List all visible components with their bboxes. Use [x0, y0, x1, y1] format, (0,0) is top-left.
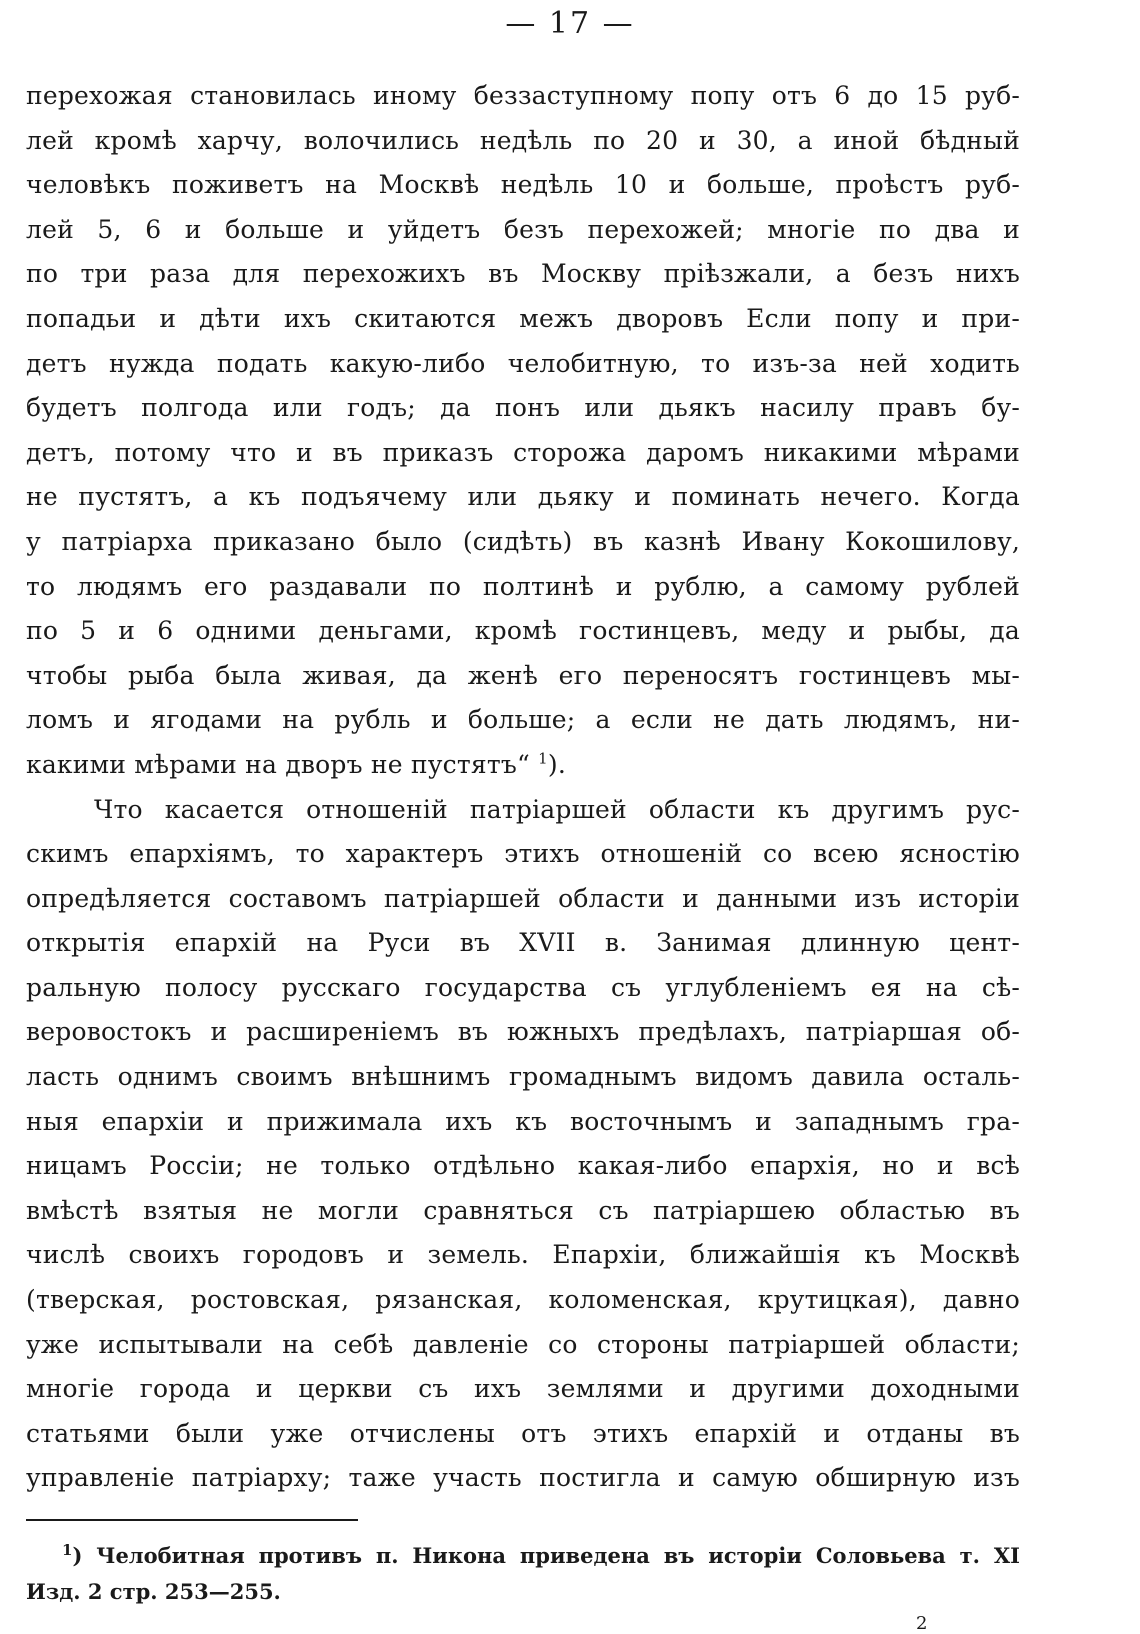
text-line: не пустятъ, а къ подъячему или дьяку и поминать нечего. Когда [26, 482, 1020, 512]
text-line: будетъ полгода или годъ; да понъ или дьякъ насилу правъ бу- [26, 393, 1020, 423]
page-number: — 17 — [505, 6, 635, 41]
footnote-reference[interactable]: 1 [538, 749, 548, 768]
text-line: по 5 и 6 одними деньгами, кромѣ гостинцевъ, меду и рыбы, да [26, 616, 1020, 646]
footnote-marker: 1 [62, 1541, 73, 1559]
text-line: детъ нужда подать какую-либо челобитную, то изъ-за ней ходить [26, 348, 1020, 378]
main-text [26, 74, 1020, 1501]
text-line: опредѣляется составомъ патріаршей области и данными изъ исторіи [26, 883, 1020, 913]
text-line-last [26, 743, 1020, 788]
footnote-divider [26, 1519, 358, 1521]
text-line: у патріарха приказано было (сидѣть) въ казнѣ Ивану Кокошилову, [26, 526, 1020, 556]
text-line: лей кромѣ харчу, волочились недѣль по 20 и 30, а иной бѣдный [26, 125, 1020, 155]
text-line: скимъ епархіямъ, то характеръ этихъ отношеній со всею ясностію [26, 839, 1020, 869]
footnote-text: ) Челобитная противъ п. Никона приведена въ исторіи Соловьева т. XI [72, 1543, 1020, 1568]
paragraph [26, 74, 1020, 788]
text-line: ныя епархіи и прижимала ихъ къ восточнымъ и западнымъ гра- [26, 1106, 1020, 1136]
text-line: то людямъ его раздавали по полтинѣ и рублю, а самому рублей [26, 571, 1020, 601]
paragraph [26, 788, 1020, 1502]
text-line: по три раза для перехожихъ въ Москву пріѣзжали, а безъ нихъ [26, 259, 1020, 289]
signature-mark: 2 [916, 1613, 928, 1634]
text-line: (тверская, ростовская, рязанская, коломенская, крутицкая), давно [26, 1285, 1020, 1315]
text-line: детъ, потому что и въ приказъ сторожа даромъ никакими мѣрами [26, 437, 1020, 467]
text-line-indented: Что касается отношеній патріаршей области къ другимъ рус- [94, 794, 1020, 824]
text-line: лей 5, 6 и больше и уйдетъ безъ перехожей; многіе по два и [26, 214, 1020, 244]
text-line: статьями были уже отчислены отъ этихъ епархій и отданы въ [26, 1418, 1020, 1448]
text-line: человѣкъ поживетъ на Москвѣ недѣль 10 и больше, проѣстъ руб- [26, 170, 1020, 200]
text-line: многіе города и церкви съ ихъ землями и другими доходными [26, 1374, 1020, 1404]
text-line: ральную полосу русскаго государства съ углубленіемъ ея на сѣ- [26, 972, 1020, 1002]
text-line: ломъ и ягодами на рубль и больше; а если не дать людямъ, ни- [26, 705, 1020, 735]
text-line: ницамъ Россіи; не только отдѣльно какая-либо епархія, но и всѣ [26, 1151, 1020, 1181]
text-line: числѣ своихъ городовъ и земель. Епархіи, ближайшія къ Москвѣ [26, 1240, 1020, 1270]
line-end-text: ). [547, 749, 566, 779]
text-line: вмѣстѣ взятыя не могли сравняться съ патріаршею областью въ [26, 1195, 1020, 1225]
text-line: попадьи и дѣти ихъ скитаются межъ дворовъ Если попу и при- [26, 303, 1020, 333]
line-text: какими мѣрами на дворъ не пустятъ“ [26, 749, 530, 779]
text-line: чтобы рыба была живая, да женѣ его переносятъ гостинцевъ мы- [26, 660, 1020, 690]
footnotes [26, 1538, 1020, 1610]
text-line: ласть однимъ своимъ внѣшнимъ громаднымъ видомъ давила осталь- [26, 1062, 1020, 1092]
text-line: управленіе патріарху; таже участь постигла и самую обширную изъ [26, 1463, 1020, 1493]
footnote-line [26, 1538, 1020, 1574]
footnote-line: Изд. 2 стр. 253—255. [26, 1579, 281, 1604]
text-line: уже испытывали на себѣ давленіе со стороны патріаршей области; [26, 1329, 1020, 1359]
text-line: открытія епархій на Руси въ XVII в. Занимая длинную цент- [26, 928, 1020, 958]
text-line: веровостокъ и расширеніемъ въ южныхъ предѣлахъ, патріаршая об- [26, 1017, 1020, 1047]
text-line: перехожая становилась иному беззаступному попу отъ 6 до 15 руб- [26, 81, 1020, 110]
